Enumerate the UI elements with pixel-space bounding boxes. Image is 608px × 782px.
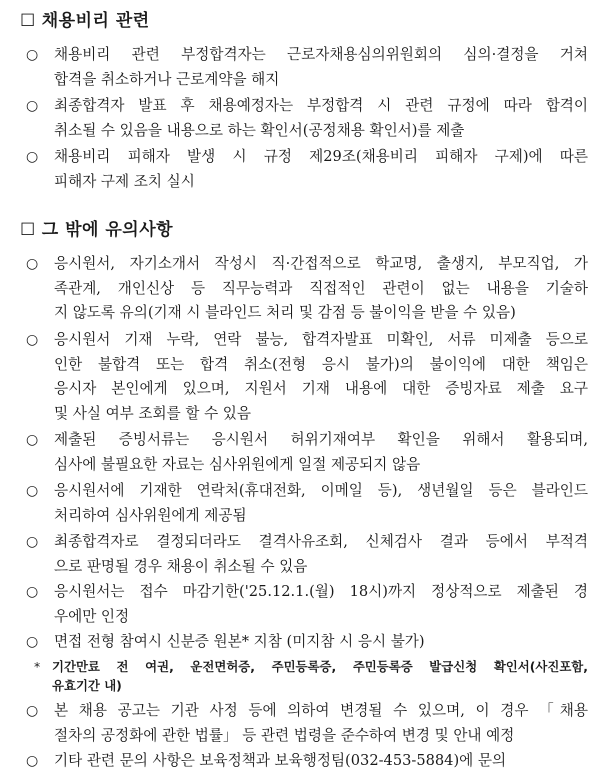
- list-item: [26, 479, 588, 528]
- item-line: 피해자 구제 조치 실시: [54, 172, 195, 190]
- item-line: 본 채용 공고는 기관 사정 등에 의하여 변경될 수 있으며, 이 경우 「채용: [54, 702, 588, 719]
- circle-bullet-icon: ○: [26, 47, 39, 63]
- circle-bullet-icon: ○: [26, 483, 39, 499]
- item-line: 우에만 인정: [54, 607, 130, 625]
- list-item: [26, 428, 588, 477]
- list-item: [26, 580, 588, 629]
- item-line: 면접 전형 참여시 신분증 원본* 지참 (미지참 시 응시 불가): [54, 633, 425, 650]
- item-line: 지 않도록 유의(기재 시 블라인드 처리 및 감점 등 불이익을 받을 수 있음): [54, 304, 516, 321]
- circle-bullet-icon: ○: [26, 753, 39, 769]
- item-line: 족관계, 개인신상 등 직무능력과 직접적인 관련이 없는 내용을 기술하: [54, 279, 588, 297]
- section-heading-other-notes: [20, 215, 173, 240]
- checkbox-square-icon: ☐: [20, 220, 36, 240]
- circle-bullet-icon: ○: [26, 256, 39, 272]
- circle-bullet-icon: ○: [26, 98, 39, 114]
- item-line: 제출된 증빙서류는 응시원서 허위기재여부 확인을 위해서 활용되며,: [54, 431, 588, 448]
- circle-bullet-icon: ○: [26, 534, 39, 550]
- item-line: 응시원서 기재 누락, 연락 불능, 합격자발표 미확인, 서류 미제출 등으로: [54, 331, 588, 348]
- circle-bullet-icon: ○: [26, 432, 39, 448]
- checkbox-square-icon: ☐: [20, 11, 36, 31]
- item-line: 및 사실 여부 조회를 할 수 있음: [54, 404, 252, 422]
- list-item: [26, 630, 588, 655]
- list-item: [26, 94, 588, 143]
- item-line: 처리하여 심사위원에게 제공됨: [54, 506, 247, 524]
- footnote-line: 기간만료 전 여권, 운전면허증, 주민등록증, 주민등록증 발급신청 확인서(사진포함,: [52, 659, 588, 674]
- item-line: 기타 관련 문의 사항은 보육정책과 보육행정팀(032-453-5884)에 문의: [54, 752, 507, 769]
- footnote: [34, 657, 588, 695]
- circle-bullet-icon: ○: [26, 149, 39, 165]
- item-line: 절차의 공정화에 관한 법률」 등 관련 법령을 준수하여 변경 및 안내 예정: [54, 726, 515, 744]
- section-title: 그 밖에 유의사항: [41, 220, 174, 240]
- section-title: 채용비리 관련: [41, 11, 150, 31]
- item-line: 최종합격자로 결정되더라도 결격사유조회, 신체검사 결과 등에서 부적격: [54, 533, 588, 550]
- item-line: 인한 불합격 또는 합격 취소(전형 응시 불가)의 불이익에 대한 책임은: [54, 355, 588, 373]
- item-line: 응시원서에 기재한 연락처(휴대전화, 이메일 등), 생년월일 등은 블라인드: [54, 482, 588, 499]
- circle-bullet-icon: ○: [26, 703, 39, 719]
- item-line: 으로 판명될 경우 채용이 취소될 수 있음: [54, 557, 308, 575]
- list-item: [26, 699, 588, 748]
- item-line: 응시자 본인에게 있으며, 지원서 기재 내용에 대한 증빙자료 제출 요구: [54, 380, 588, 397]
- circle-bullet-icon: ○: [26, 584, 39, 600]
- list-item: [26, 530, 588, 579]
- list-item: [26, 145, 588, 194]
- asterisk-icon: *: [34, 659, 41, 674]
- item-line: 응시원서, 자기소개서 작성시 직·간접적으로 학교명, 출생지, 부모직업, 가: [54, 255, 588, 272]
- item-line: 취소될 수 있음을 내용으로 하는 확인서(공정채용 확인서)를 제출: [54, 121, 465, 139]
- section-heading-hiring-irregularities: [20, 6, 150, 31]
- list-item: [26, 43, 588, 92]
- circle-bullet-icon: ○: [26, 634, 39, 650]
- item-line: 응시원서는 접수 마감기한('25.12.1.(월) 18시)까지 정상적으로 제출된 경: [54, 583, 588, 600]
- footnote-line: 유효기간 내): [52, 678, 122, 693]
- item-line: 심사에 불필요한 자료는 심사위원에게 일절 제공되지 않음: [54, 455, 421, 473]
- circle-bullet-icon: ○: [26, 332, 39, 348]
- list-item: [26, 328, 588, 426]
- item-line: 채용비리 관련 부정합격자는 근로자채용심의위원회의 심의·결정을 거쳐: [54, 46, 588, 63]
- list-item: [26, 749, 588, 774]
- item-line: 최종합격자 발표 후 채용예정자는 부정합격 시 관련 규정에 따라 합격이: [54, 97, 588, 114]
- item-line: 채용비리 피해자 발생 시 규정 제29조(채용비리 피해자 구제)에 따른: [54, 148, 588, 165]
- item-line: 합격을 취소하거나 근로계약을 해지: [54, 70, 280, 88]
- list-item: [26, 252, 588, 326]
